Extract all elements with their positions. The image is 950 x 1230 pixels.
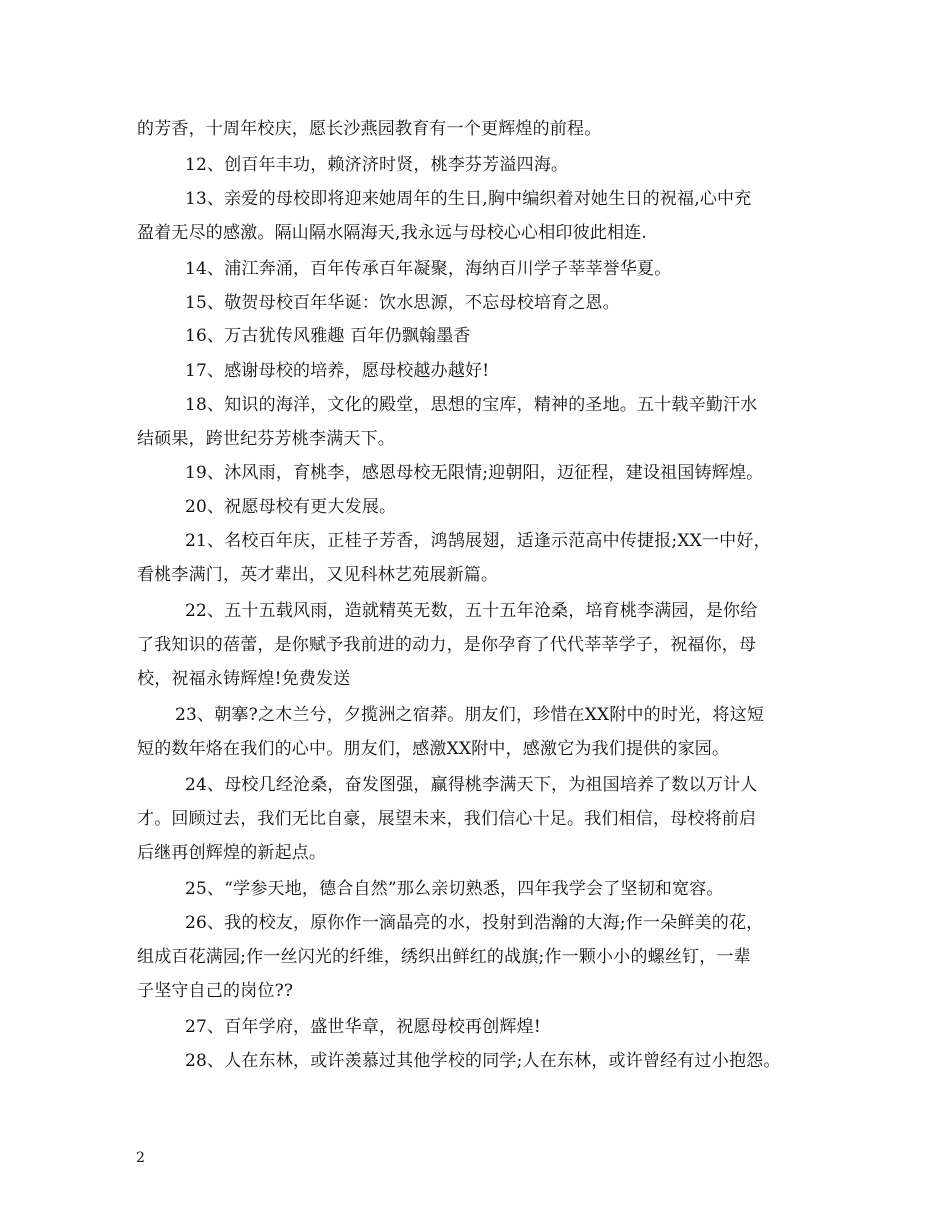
- text-line: 16、万古犹传风雅趣 百年仍飘翰墨香: [185, 326, 471, 346]
- text-line: 后继再创辉煌的新起点。: [137, 843, 327, 863]
- text-line: 短的数年烙在我们的心中。朋友们，感激XX附中，感激它为我们提供的家园。: [137, 739, 730, 759]
- text-line: 13、亲爱的母校即将迎来她周年的生日,胸中编织着对她生日的祝福,心中充: [185, 189, 752, 209]
- text-line: 14、浦江奔涌，百年传承百年凝聚，海纳百川学子莘莘誉华夏。: [185, 259, 672, 279]
- text-line: 盈着无尽的感激。隔山隔水隔海天,我永远与母校心心相印彼此相连.: [137, 223, 648, 243]
- text-line: 18、知识的海洋，文化的殿堂，思想的宝库，精神的圣地。五十载辛勤汗水: [185, 395, 758, 415]
- text-line: 20、祝愿母校有更大发展。: [185, 497, 397, 517]
- text-line: 了我知识的蓓蕾，是你赋予我前进的动力，是你孕育了代代莘莘学子，祝福你，母: [137, 635, 757, 655]
- text-line: 22、五十五载风雨，造就精英无数，五十五年沧桑，培育桃李满园，是你给: [185, 601, 758, 621]
- text-line: 17、感谢母校的培养，愿母校越办越好!: [185, 361, 490, 381]
- text-line: 子坚守自己的岗位??: [137, 981, 294, 1001]
- text-line: 26、我的校友，原你作一滴晶亮的水，投射到浩瀚的大海;作一朵鲜美的花，: [185, 913, 764, 933]
- text-line: 23、朝搴?之木兰兮，夕揽洲之宿莽。朋友们，珍惜在XX附中的时光，将这短: [175, 705, 765, 725]
- page-number: 2: [136, 1150, 145, 1166]
- text-line: 12、创百年丰功，赖济济时贤，桃李芬芳溢四海。: [185, 155, 569, 175]
- text-line: 组成百花满园;作一丝闪光的纤维，绣织出鲜红的战旗;作一颗小小的螺丝钉，一辈: [137, 947, 751, 967]
- text-line: 24、母校几经沧桑，奋发图强，赢得桃李满天下，为祖国培养了数以万计人: [185, 775, 758, 795]
- text-line: 19、沐风雨，育桃李，感恩母校无限情;迎朝阳，迈征程，建设祖国铸辉煌。: [185, 463, 764, 483]
- text-line: 21、名校百年庆，正桂子芳香，鸿鹄展翅，适逢示范高中传捷报;XX一中好，: [185, 531, 771, 551]
- text-line: 25、“学参天地，德合自然”那么亲切熟悉，四年我学会了坚韧和宽容。: [185, 879, 724, 899]
- text-line: 校，祝福永铸辉煌!免费发送: [137, 669, 351, 689]
- text-line: 才。回顾过去，我们无比自豪，展望未来，我们信心十足。我们相信，母校将前启: [137, 809, 757, 829]
- text-line: 的芳香，十周年校庆，愿长沙燕园教育有一个更辉煌的前程。: [137, 119, 602, 139]
- text-line: 15、敬贺母校百年华诞：饮水思源，不忘母校培育之恩。: [185, 293, 620, 313]
- text-line: 看桃李满门，英才辈出，又见科林艺苑展新篇。: [137, 565, 499, 585]
- text-line: 28、人在东林，或许羡慕过其他学校的同学;人在东林，或许曾经有过小抱怨。: [185, 1051, 781, 1071]
- text-line: 结硕果，跨世纪芬芳桃李满天下。: [137, 429, 395, 449]
- text-line: 27、百年学府，盛世华章，祝愿母校再创辉煌!: [185, 1017, 541, 1037]
